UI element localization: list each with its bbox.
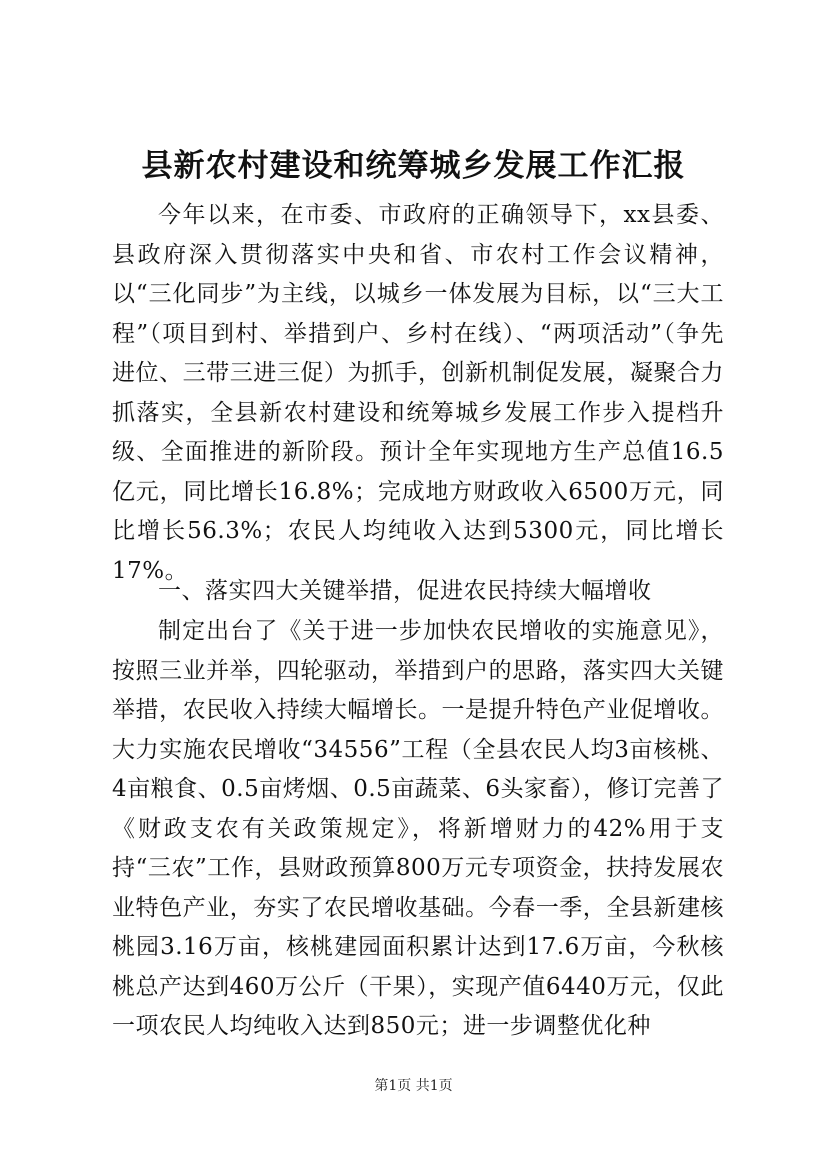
- intro-paragraph: 今年以来，在市委、市政府的正确领导下，xx县委、县政府深入贯彻落实中央和省、市农村工作会议精神，以“三化同步”为主线，以城乡一体发展为目标，以“三大工程”（项目到村、举措到户、乡村在线）、“两项活动”（争先进位、三带三进三促）为抓手，创新机制促发展，凝聚合力抓落实，全县新农村建设和统筹城乡发展工作步入提档升级、全面推进的新阶段。预计全年实现地方生产总值16.5亿元，同比增长16.8%；完成地方财政收入6500万元，同比增长56.3%；农民人均纯收入达到5300元，同比增长17%。: [112, 202, 724, 584]
- document-title: 县新农村建设和统筹城乡发展工作汇报: [141, 148, 686, 184]
- section-heading-1: 一、落实四大关键举措，促进农民持续大幅增收: [158, 578, 652, 604]
- section-1-paragraph: 制定出台了《关于进一步加快农民增收的实施意见》，按照三业并举，四轮驱动，举措到户的思路，落实四大关键举措，农民收入持续大幅增长。一是提升特色产业促增收。大力实施农民增收“34556”工程（全县农民人均3亩核桃、4亩粮食、0.5亩烤烟、0.5亩蔬菜、6头家畜），修订完善了《财政支农有关政策规定》，将新增财力的42%用于支持“三农”工作，县财政预算800万元专项资金，扶持发展农业特色产业，夯实了农民增收基础。今春一季，全县新建核桃园3.16万亩，核桃建园面积累计达到17.6万亩，今秋核桃总产达到460万公斤（干果），实现产值6440万元，仅此一项农民人均纯收入达到850元；进一步调整优化种: [112, 618, 724, 1039]
- page-footer: 第1页 共1页: [374, 1078, 453, 1094]
